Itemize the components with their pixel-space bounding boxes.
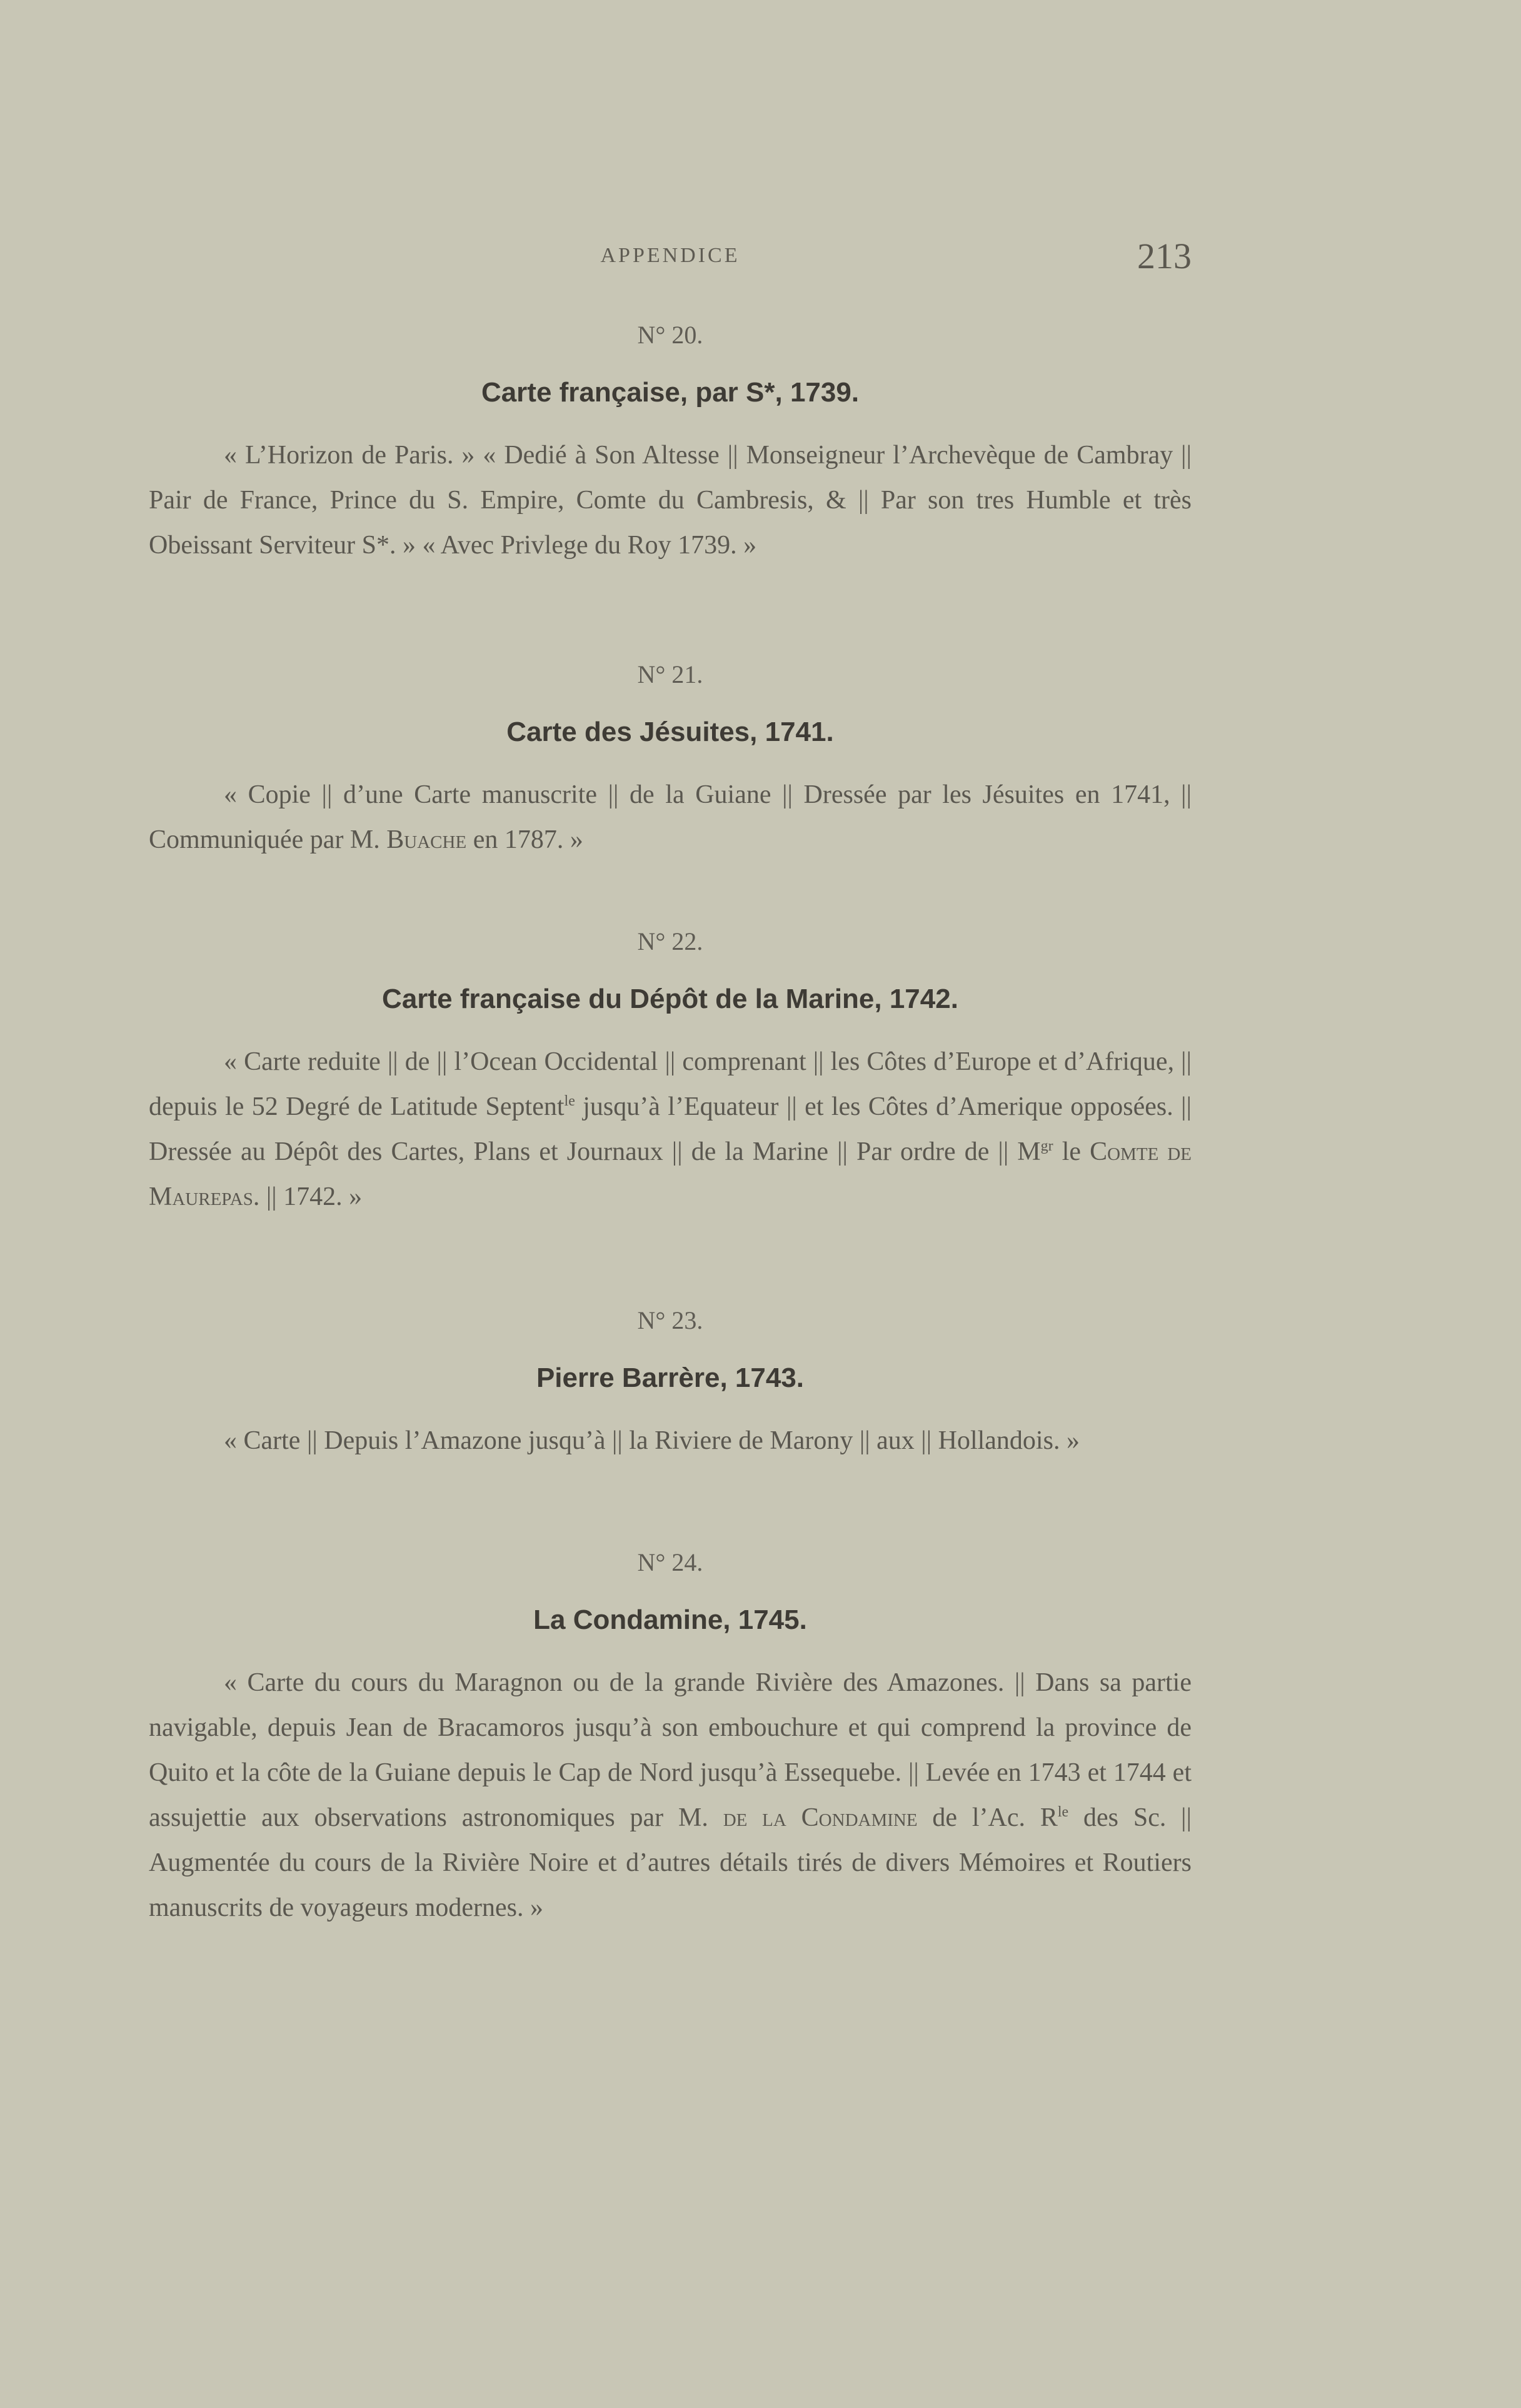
person-name: de la Condamine: [723, 1803, 918, 1832]
entry-title: La Condamine, 1745.: [533, 1604, 807, 1635]
entry-text: [149, 1039, 1192, 1219]
entry-text-part: . || 1742. »: [253, 1182, 363, 1211]
entry-23: [149, 1306, 1192, 1463]
entry-title: Carte française, par S*, 1739.: [481, 377, 860, 408]
author-name: Buache: [386, 825, 467, 854]
entry-24: [149, 1548, 1192, 1930]
page-number: 213: [1137, 236, 1192, 276]
entry-number: N° 21.: [637, 660, 703, 688]
entry-text-part: « Copie || d’une Carte manuscrite || de la Guiane || Dressée par les Jésuites en 1741, || Communiquée par M.: [149, 780, 1192, 854]
entry-number: N° 23.: [637, 1306, 703, 1334]
superscript: le: [564, 1093, 575, 1109]
superscript: le: [1057, 1804, 1069, 1820]
entry-20: [149, 320, 1192, 568]
entry-text-part: de l’Ac. R: [917, 1803, 1058, 1832]
entry-number: N° 24.: [637, 1548, 703, 1576]
entry-title: Carte française du Dépôt de la Marine, 1742.: [382, 984, 958, 1014]
superscript: gr: [1040, 1138, 1053, 1154]
entry-text-part: « Carte reduite || de || l’Ocean Occidental || comprenant || les Côtes d’Europe et d’Afrique, || depuis le 52 Degré de Latitude Septent: [149, 1047, 1192, 1121]
entry-title: Pierre Barrère, 1743.: [536, 1363, 805, 1393]
entry-text: [149, 433, 1192, 568]
entry-number: N° 22.: [637, 927, 703, 955]
entry-text-part: des Sc. || Augmentée du cours de la Rivière Noire et d’autres détails tirés de divers Mémoires et Routiers manuscrits de voyageurs modernes. »: [149, 1803, 1192, 1922]
entry-text-part: le: [1053, 1137, 1090, 1166]
entry-number: N° 20.: [637, 321, 703, 349]
entry-text-part: jusqu’à l’Equateur || et les Côtes d’Amerique opposées. || Dressée au Dépôt des Cartes, Plans et Journaux || de la Marine || Par ordre de || M: [149, 1092, 1192, 1166]
entry-text-body: « Carte || Depuis l’Amazone jusqu’à || la Riviere de Marony || aux || Hollandois. »: [224, 1426, 1080, 1455]
person-name: Comte de Maurepas: [149, 1137, 1192, 1211]
entry-22: [149, 927, 1192, 1219]
entry-title: Carte des Jésuites, 1741.: [506, 717, 834, 747]
running-title: APPENDICE: [600, 244, 740, 267]
entry-text-part: en 1787. »: [466, 825, 583, 854]
entry-text-part: « Carte du cours du Maragnon ou de la grande Rivière des Amazones. || Dans sa partie navigable, depuis Jean de Bracamoros jusqu’à son embouchure et qui comprend la province de Quito et la côte de la Guiane depuis le Cap de Nord jusqu’à Essequebe. || Levée en 1743 et 1744 et assujettie aux observations astronomiques par M.: [149, 1668, 1192, 1832]
entry-text: [149, 772, 1192, 862]
entry-text: [149, 1418, 1192, 1463]
entry-text-body: « L’Horizon de Paris. » « Dedié à Son Altesse || Monseigneur l’Archevèque de Cambray || Pair de France, Prince du S. Empire, Comte du Cambresis, & || Par son tres Humble et très Obeissant Serviteur S*. » « Avec Privlege du Roy 1739. »: [149, 441, 1192, 560]
entry-21: [149, 660, 1192, 862]
running-head: [149, 235, 1192, 279]
entry-text: [149, 1660, 1192, 1930]
